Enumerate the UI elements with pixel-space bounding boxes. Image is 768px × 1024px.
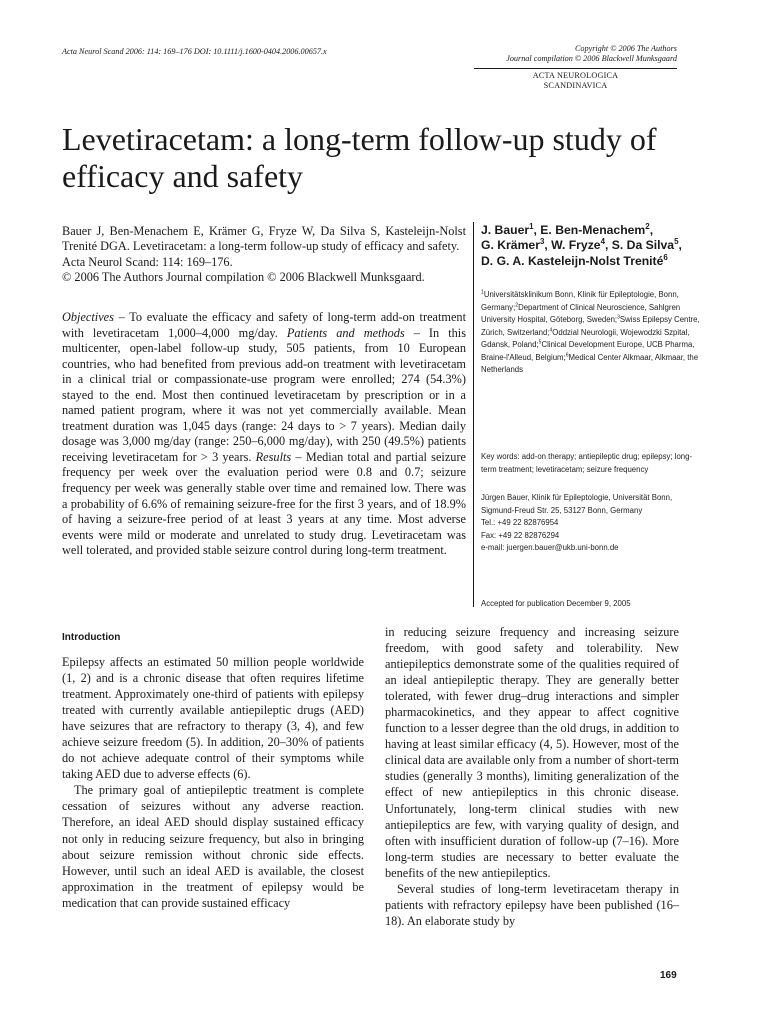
- abstract-objectives-label: Objectives: [62, 310, 114, 324]
- journal-name: [474, 71, 677, 91]
- affiliation-text: Medical Center Alkmaar, Alkmaar, the Netherlands: [481, 352, 699, 374]
- keywords: Key words: add-on therapy; antiepileptic drug; epilepsy; long-term treatment; levetiracetam; seizure frequency: [481, 452, 693, 474]
- copyright-notice: [460, 44, 677, 64]
- abstract-results-label: Results: [255, 449, 292, 464]
- author-name: W. Fryze: [551, 238, 601, 253]
- citation-journal: Acta Neurol Scand: 114: 169–176.: [62, 254, 233, 269]
- author-name: S. Da Silva: [611, 238, 675, 253]
- journal-name-line-1: ACTA NEUROLOGICA: [532, 71, 619, 80]
- affiliation-mark: 1: [481, 289, 484, 296]
- affiliation-text: Clinical Development Europe, UCB Pharma, Braine-l'Alleud, Belgium;: [481, 340, 695, 362]
- correspondence-tel: Tel.: +49 22 82876954: [481, 518, 559, 528]
- correspondence: [481, 492, 701, 555]
- section-heading-introduction: Introduction: [62, 632, 121, 643]
- body-column-right: [385, 624, 679, 929]
- header-divider: [474, 68, 677, 69]
- correspondence-email[interactable]: e-mail: juergen.bauer@ukb.uni-bonn.de: [481, 543, 619, 553]
- author-affiliation-mark: 6: [663, 252, 668, 262]
- author-list: [481, 223, 706, 269]
- abstract-results-text: – Median total and partial seizure frequency per week over the evaluation period were 0.8 and 0.7; seizure frequency per week was generally stable over time and remained low. There was a probability of 6.6% of remaining seizure-free for the first 3 years, and of 18.9% of having a seizure-free period of at least 3 years at any time. Most adverse events were mild or moderate and unrelated to study drug. Levetiracetam was well tolerated, and provided stable seizure control during long-term treatment.: [62, 449, 467, 558]
- page-number: 169: [660, 970, 677, 981]
- affiliation-mark: 6: [565, 351, 569, 358]
- affiliations: [481, 289, 701, 377]
- abstract-objectives-text: – To evaluate the efficacy and safety of long-term add-on treatment with levetiracetam 1,000–4,000 mg/day.: [62, 310, 466, 340]
- copyright-line-1: Copyright © 2006 The Authors: [574, 44, 677, 53]
- author-separator: ,: [544, 238, 552, 253]
- abstract-patients-label: Patients and methods: [286, 325, 405, 340]
- citation-block: [62, 224, 466, 286]
- running-header-citation: Acta Neurol Scand 2006: 114: 169–176 DOI: 10.1111/j.1600-0404.2006.00657.x: [62, 47, 327, 56]
- article-title: Levetiracetam: a long-term follow-up study of efficacy and safety: [62, 121, 657, 194]
- author-name: G. Krämer: [481, 238, 540, 253]
- author-separator: ,: [604, 238, 612, 253]
- body-column-left: [62, 632, 364, 911]
- author-name: E. Ben-Menachem: [540, 223, 646, 237]
- author-affiliation-mark: 5: [674, 237, 679, 247]
- abstract: [62, 310, 466, 559]
- body-paragraph: Several studies of long-term levetiracetam therapy in patients with refractory epilepsy have been published (16–18). An elaborate study by: [385, 881, 679, 928]
- body-paragraph: in reducing seizure frequency and increasing seizure freedom, with good safety and tolerability. New antiepileptics demonstrate some of the qualities required of an ideal antiepileptic therapy. They are generally better tolerated, with fewer drug–drug interactions and simpler pharmacokinetics, and they appear to affect cognitive function to a lesser degree than the old drugs, in addition to having at least similar efficacy (4, 5). However, most of the clinical data are available only from a number of short-term studies (generally 3 months), limiting generalization of the effect of new antiepileptics in this chronic disease. Unfortunately, long-term clinical studies with new antiepileptics are few, with varying quality of design, and often with insufficient duration of follow-up (7–16). More long-term studies are necessary to better evaluate the benefits of the new antiepileptics.: [385, 625, 679, 880]
- abstract-patients-text: – In this multicenter, open-label follow-up study, 505 patients, from 10 European countries, who had benefited from previous add-on treatment with levetiracetam in a clinical trial or compassionate-use program were enrolled; 274 (54.3%) stayed to the end. Most then continued levetiracetam by prescription or in a named patient program, where it was not yet commercially available. Mean treatment duration was 1,045 days (range: 24 days to > 7 years). Median daily dosage was 3,000 mg/day (range: 250–6,000 mg/day), with 250 (49.5%) patients receiving levetiracetam for > 3 years.: [62, 325, 466, 464]
- body-paragraph: The primary goal of antiepileptic treatment is complete cessation of seizures without any adverse reaction. Therefore, an ideal AED should display sustained efficacy not only in reducing seizure frequency, but also in bringing about seizure remission without chronic side effects. However, until such an ideal AED is available, the closest approximation in the treatment of epilepsy would be medication that can provide sustained efficacy: [62, 783, 364, 910]
- citation-copyright: © 2006 The Authors Journal compilation © 2006 Blackwell Munksgaard.: [62, 270, 425, 285]
- copyright-line-2: Journal compilation © 2006 Blackwell Munksgaard: [506, 54, 677, 63]
- affiliation-text: Swiss Epilepsy Centre, Zürich, Switzerland;: [481, 315, 700, 337]
- affiliation-mark: 5: [538, 339, 542, 346]
- author-name: D. G. A. Kasteleijn-Nolst Trenité: [481, 253, 664, 268]
- sidebar-divider: [473, 222, 474, 607]
- correspondence-name: Jürgen Bauer, Klinik für Epileptologie, Universität Bonn,: [481, 493, 673, 502]
- author-name: J. Bauer: [481, 223, 530, 237]
- affiliation-text: Oddzial Neurologii, Wojewodzki Szpital, Gdansk, Poland;: [481, 327, 690, 349]
- affiliation-text: Department of Clinical Neuroscience, Sahlgren University Hospital, Göteborg, Sweden;: [481, 302, 681, 324]
- affiliation-mark: 2: [515, 301, 519, 308]
- accepted-date: Accepted for publication December 9, 2005: [481, 599, 631, 608]
- citation-authors-title: Bauer J, Ben-Menachem E, Krämer G, Fryze W, Da Silva S, Kasteleijn-Nolst Trenité DGA. Levetiracetam: a long-term follow-up study of efficacy and safety.: [62, 224, 466, 254]
- affiliation-mark: 4: [549, 326, 553, 333]
- author-separator: ,: [533, 223, 541, 237]
- affiliation-mark: 3: [617, 314, 620, 321]
- author-affiliation-mark: 4: [600, 237, 605, 247]
- correspondence-address: Sigmund-Freud Str. 25, 53127 Bonn, Germany: [481, 505, 643, 515]
- body-paragraph: Epilepsy affects an estimated 50 million people worldwide (1, 2) and is a chronic disease that often requires lifetime treatment. Approximately one-third of patients with epilepsy treated with currently available antiepileptic drugs (AED) have seizures that are refractory to therapy (3, 4), and few achieve seizure freedom (5). In addition, 20–30% of patients do not achieve adequate control of their symptoms while taking AED due to adverse effects (6).: [62, 655, 364, 782]
- author-separator: ,: [678, 238, 682, 253]
- correspondence-fax: Fax: +49 22 82876294: [481, 530, 560, 540]
- author-affiliation-mark: 2: [645, 221, 650, 231]
- author-affiliation-mark: 1: [529, 221, 534, 231]
- journal-name-line-2: SCANDINAVICA: [543, 81, 608, 90]
- author-affiliation-mark: 3: [539, 237, 545, 247]
- affiliation-text: Universitätsklinikum Bonn, Klinik für Epileptologie, Bonn, Germany;: [481, 290, 679, 312]
- author-separator: ,: [649, 223, 654, 237]
